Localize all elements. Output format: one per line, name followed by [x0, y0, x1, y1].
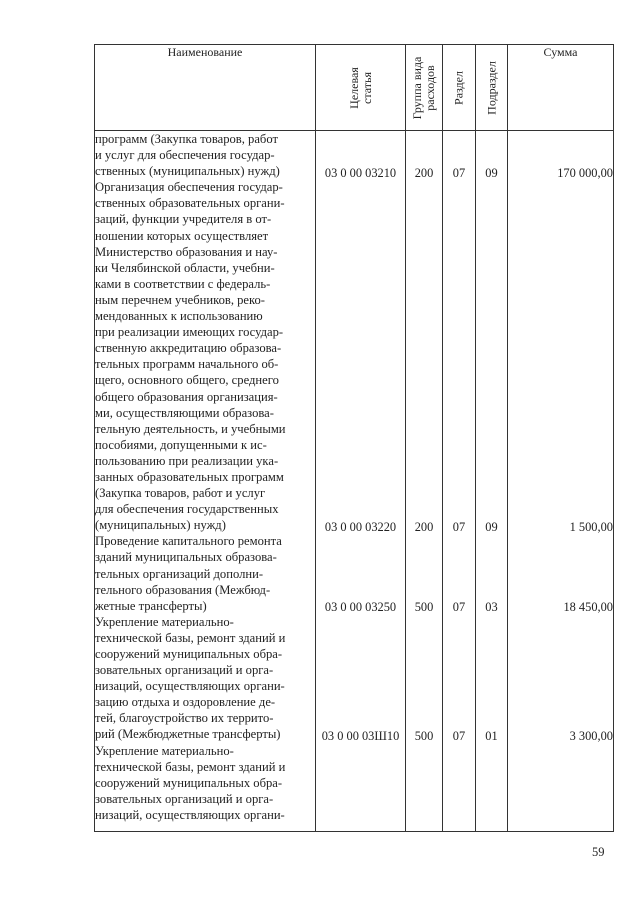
- header-name-label: Наименование: [167, 45, 243, 59]
- entry-amount: 1 500,00: [569, 520, 613, 534]
- header-subsection: [476, 45, 508, 131]
- section-column: [443, 131, 475, 831]
- header-expense-group: [406, 45, 443, 131]
- entry-subsection: 03: [485, 600, 498, 614]
- budget-table: [94, 44, 614, 832]
- header-amount-label: Сумма: [543, 45, 578, 59]
- entry-amount: 18 450,00: [563, 600, 613, 614]
- subsection-cell: [476, 131, 508, 832]
- entry-subsection: 09: [485, 520, 498, 534]
- entry-section: 07: [452, 729, 466, 743]
- group-cell: [406, 131, 443, 832]
- table-header-row: [95, 45, 614, 131]
- header-section: [443, 45, 476, 131]
- entry-subsection: 09: [485, 166, 498, 180]
- header-expense-group-line2: расходов: [423, 64, 437, 111]
- entry-amount: 3 300,00: [569, 729, 613, 743]
- entry-group: 200: [414, 520, 434, 534]
- entry-section: 07: [452, 166, 466, 180]
- entry-group: 500: [414, 600, 434, 614]
- entry-group: 200: [414, 166, 434, 180]
- header-target: [316, 45, 406, 131]
- amount-cell: [508, 131, 614, 832]
- subsection-column: [476, 131, 507, 831]
- amount-column: [508, 131, 613, 831]
- header-amount: [508, 45, 614, 131]
- name-cell: программ (Закупка товаров, работ и услуг для обеспечения государ- ственных (муниципальных) нужд) Организация обеспечения государ- ственных образовательных органи- заций, функции учредителя в от- ношении которых осуществляет Министерство образования и нау- ки Челябинской области, учебни- ками в соответствии с федераль- ным перечнем учебников, реко- мендованных к использованию при реализации имеющих государ- ственную аккредитацию образова- тельных программ начального об- щего, основного общего, среднего общего образования организация- ми, осуществляющими образова- тельную деятельность, и учебными пособиями, допущенными к ис- пользованию при реализации ука- занных образовательных программ (Закупка товаров, работ и услуг для обеспечения государственных (муниципальных) нужд) Проведение капитального ремонта зданий муниципальных образова- тельных организаций дополни- тельного образования (Межбюд- жетные трансферты) Укрепление материально- технической базы, ремонт зданий и сооружений муниципальных обра- зовательных организаций и орга- низаций, осуществляющих органи- зацию отдыха и оздоровление де- тей, благоустройство их террито- рий (Межбюджетные трансферты) Укрепление материально- технической базы, ремонт зданий и сооружений муниципальных обра- зовательных организаций и орга- низаций, осуществляющих органи-: [95, 131, 316, 832]
- entry-code: 03 0 00 03220: [324, 520, 397, 534]
- page-number: 59: [592, 845, 605, 859]
- header-expense-group-label: [411, 56, 437, 119]
- entry-section: 07: [452, 600, 466, 614]
- header-subsection-label: Подраздел: [484, 60, 498, 115]
- header-name: [95, 45, 316, 131]
- entry-amount: 170 000,00: [557, 166, 613, 180]
- entry-code: 03 0 00 03250: [324, 600, 397, 614]
- section-cell: [443, 131, 476, 832]
- entry-subsection: 01: [485, 729, 498, 743]
- group-column: [406, 131, 442, 831]
- header-expense-group-line1: Группа вида: [410, 56, 424, 119]
- code-column: [316, 131, 405, 831]
- entry-code: 03 0 00 03Ш10: [321, 729, 400, 743]
- header-target-label: Целевая статья: [346, 66, 374, 109]
- entry-section: 07: [452, 520, 466, 534]
- header-section-label: Раздел: [451, 70, 466, 105]
- table-body-row: [95, 131, 614, 832]
- entry-code: 03 0 00 03210: [324, 166, 397, 180]
- entry-group: 500: [414, 729, 434, 743]
- code-cell: [316, 131, 406, 832]
